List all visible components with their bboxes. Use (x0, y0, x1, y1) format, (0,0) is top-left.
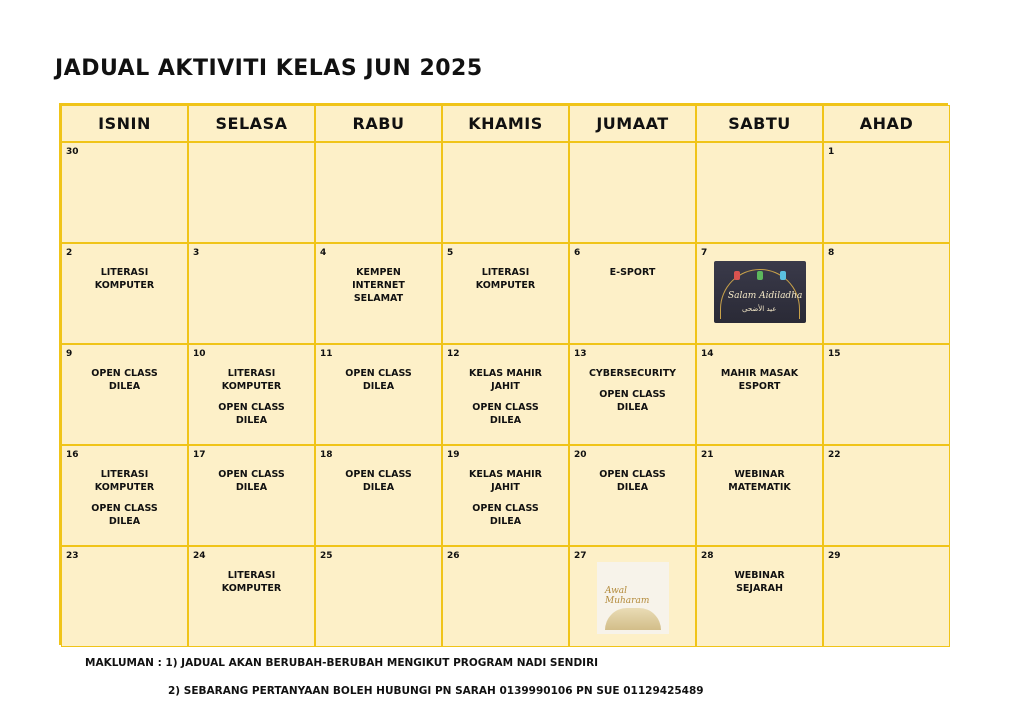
activity-list (570, 468, 695, 494)
activity-label: OPEN CLASS DILEA (345, 368, 412, 392)
activity-label: WEBINAR SEJARAH (734, 570, 785, 594)
calendar-cell (315, 546, 442, 647)
day-header-selasa: SELASA (188, 105, 315, 142)
activity-label: KELAS MAHIR JAHIT (468, 368, 542, 392)
date-number: 30 (66, 147, 79, 157)
calendar-cell (569, 344, 696, 445)
activity-label: OPEN CLASS DILEA (218, 469, 285, 493)
activity-list (62, 367, 187, 393)
calendar-cell (188, 546, 315, 647)
activity-label: WEBINAR MATEMATIK (728, 469, 791, 493)
activity-list (189, 367, 314, 427)
activity-label: KEMPEN INTERNET SELAMAT (352, 267, 405, 304)
activity-list (697, 468, 822, 494)
date-number: 25 (320, 551, 333, 561)
calendar-cell (61, 546, 188, 647)
activity-label: OPEN CLASS DILEA (91, 368, 158, 392)
calendar-cell (315, 445, 442, 546)
date-number: 3 (193, 248, 200, 258)
calendar-grid (59, 103, 948, 645)
calendar-cell (442, 445, 569, 546)
day-header-ahad: AHAD (823, 105, 950, 142)
activity-label: OPEN CLASS DILEA (472, 503, 539, 527)
date-number: 8 (828, 248, 835, 258)
activity-list (443, 468, 568, 528)
date-number: 26 (447, 551, 460, 561)
activity-label: OPEN CLASS DILEA (599, 469, 666, 493)
activity-list (189, 468, 314, 494)
calendar-cell (442, 142, 569, 243)
calendar-cell (569, 142, 696, 243)
activity-list (443, 266, 568, 292)
date-number: 18 (320, 450, 333, 460)
date-number: 21 (701, 450, 714, 460)
calendar-cell (569, 546, 696, 647)
date-number: 2 (66, 248, 73, 258)
activity-label: OPEN CLASS DILEA (91, 503, 158, 527)
activity-list (316, 367, 441, 393)
activity-list (62, 468, 187, 528)
calendar-cell (315, 243, 442, 344)
calendar-cell (61, 445, 188, 546)
activity-label: LITERASI KOMPUTER (221, 368, 282, 392)
date-number: 1 (828, 147, 835, 157)
calendar-cell (61, 344, 188, 445)
calendar-cell (569, 445, 696, 546)
date-number: 12 (447, 349, 460, 359)
date-number: 24 (193, 551, 206, 561)
day-header-jumaat: JUMAAT (569, 105, 696, 142)
activity-label: OPEN CLASS DILEA (472, 402, 539, 426)
activity-list (316, 266, 441, 305)
activity-label: OPEN CLASS DILEA (345, 469, 412, 493)
calendar-cell (823, 344, 950, 445)
calendar-cell (696, 445, 823, 546)
date-number: 14 (701, 349, 714, 359)
activity-label: MAHIR MASAK ESPORT (720, 368, 799, 392)
date-number: 27 (574, 551, 587, 561)
calendar-cell (61, 142, 188, 243)
activity-label: KELAS MAHIR JAHIT (468, 469, 542, 493)
page-title: JADUAL AKTIVITI KELAS JUN 2025 (55, 56, 483, 81)
image-caption: Awal Muharam (605, 586, 650, 606)
calendar-cell (442, 344, 569, 445)
calendar-cell (188, 445, 315, 546)
date-number: 19 (447, 450, 460, 460)
activity-list (570, 367, 695, 414)
activity-label: LITERASI KOMPUTER (475, 267, 536, 291)
date-number: 23 (66, 551, 79, 561)
activity-list (697, 569, 822, 595)
calendar-cell (188, 243, 315, 344)
date-number: 9 (66, 349, 73, 359)
calendar-cell (696, 344, 823, 445)
date-number: 4 (320, 248, 327, 258)
activity-label: LITERASI KOMPUTER (94, 267, 155, 291)
image-caption: Salam Aidiladha (728, 291, 803, 301)
calendar-cell (823, 546, 950, 647)
date-number: 6 (574, 248, 581, 258)
activity-label: OPEN CLASS DILEA (218, 402, 285, 426)
activity-label: LITERASI KOMPUTER (221, 570, 282, 594)
calendar-cell (188, 142, 315, 243)
date-number: 5 (447, 248, 454, 258)
calendar-cell (569, 243, 696, 344)
day-header-sabtu: SABTU (696, 105, 823, 142)
calendar-cell (315, 142, 442, 243)
calendar-cell (442, 546, 569, 647)
calendar-cell (61, 243, 188, 344)
calendar-cell (315, 344, 442, 445)
activity-list (189, 569, 314, 595)
activity-list (443, 367, 568, 427)
awal-muharam-image (597, 562, 669, 634)
calendar-cell (823, 445, 950, 546)
date-number: 22 (828, 450, 841, 460)
activity-list (62, 266, 187, 292)
day-header-khamis: KHAMIS (442, 105, 569, 142)
date-number: 11 (320, 349, 333, 359)
day-header-isnin: ISNIN (61, 105, 188, 142)
date-number: 16 (66, 450, 79, 460)
calendar-cell (442, 243, 569, 344)
calendar-cell (696, 142, 823, 243)
activity-label: OPEN CLASS DILEA (599, 389, 666, 413)
note-line-1: MAKLUMAN : 1) JADUAL AKAN BERUBAH-BERUBAH MENGIKUT PROGRAM NADI SENDIRI (85, 657, 599, 669)
date-number: 20 (574, 450, 587, 460)
calendar-cell (696, 243, 823, 344)
activity-list (697, 367, 822, 393)
date-number: 28 (701, 551, 714, 561)
activity-list (316, 468, 441, 494)
calendar-cell (188, 344, 315, 445)
calendar-cell (823, 243, 950, 344)
date-number: 10 (193, 349, 206, 359)
date-number: 7 (701, 248, 708, 258)
image-arabic-caption: عيد الأضحى (742, 305, 777, 313)
activity-label: LITERASI KOMPUTER (94, 469, 155, 493)
activity-list (570, 266, 695, 279)
date-number: 13 (574, 349, 587, 359)
activity-label: CYBERSECURITY (588, 368, 677, 379)
date-number: 29 (828, 551, 841, 561)
calendar-cell (696, 546, 823, 647)
calendar-cell (823, 142, 950, 243)
date-number: 17 (193, 450, 206, 460)
note-line-2: 2) SEBARANG PERTANYAAN BOLEH HUBUNGI PN SARAH 0139990106 PN SUE 01129425489 (168, 685, 704, 697)
date-number: 15 (828, 349, 841, 359)
activity-label: E-SPORT (609, 267, 656, 278)
aidiladha-greeting-image (714, 261, 806, 323)
day-header-rabu: RABU (315, 105, 442, 142)
